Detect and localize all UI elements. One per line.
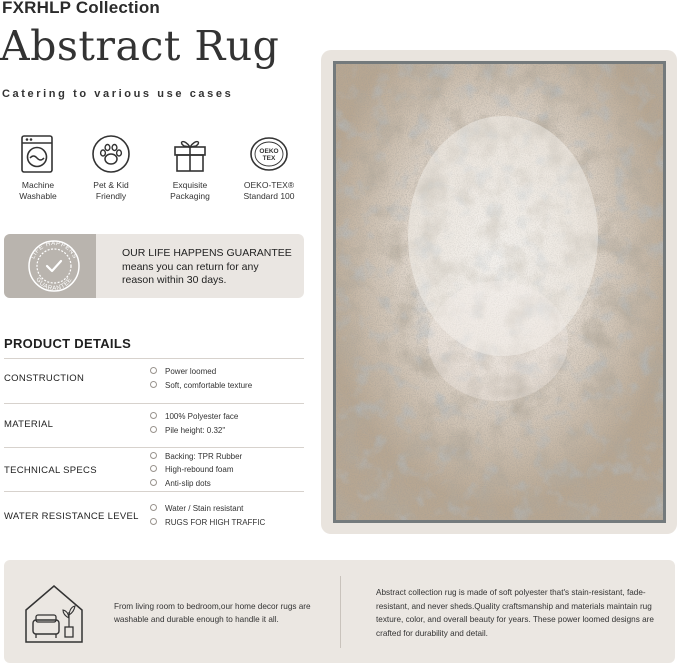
bottom-right-text: Abstract collection rug is made of soft polyester that's stain-resistant, fade-resistant, and never sheds.Quality craftsmanship and materials maintain rug texture, color, and overall beauty for years. These power loomed designs are crafted for durability and detail. (376, 588, 654, 638)
detail-label: TECHNICAL SPECS (4, 465, 97, 476)
bullet-icon (150, 426, 157, 433)
feature-label: Pet & Kid Friendly (93, 180, 129, 201)
bullet-icon (150, 381, 157, 388)
bottom-left-text: From living room to bedroom,our home decor rugs are washable and durable enough to handle it all. (114, 602, 311, 624)
divider (340, 576, 341, 648)
bullet-icon (150, 504, 157, 511)
svg-text:GUARANTEE (34, 276, 73, 292)
guarantee-seal (4, 234, 96, 298)
detail-item: Pile height: 0.32" (150, 426, 225, 435)
detail-item: Soft, comfortable texture (150, 381, 252, 390)
detail-row-construction (4, 359, 304, 403)
detail-item: Water / Stain resistant (150, 504, 243, 513)
detail-label: MATERIAL (4, 419, 54, 430)
tagline: Catering to various use cases (2, 88, 234, 100)
detail-item: Backing: TPR Rubber (150, 452, 242, 461)
feature-label: Machine Washable (19, 180, 57, 201)
bullet-icon (150, 367, 157, 374)
detail-item: Anti-slip dots (150, 479, 211, 488)
feature-label: OEKO-TEX® Standard 100 (243, 180, 295, 201)
product-title: Abstract Rug (0, 22, 280, 70)
bullet-icon (150, 412, 157, 419)
detail-row-water-resistance (4, 492, 304, 534)
oeko-tex-icon (249, 134, 289, 174)
svg-text:LIFE HAPPENS (30, 240, 79, 260)
detail-item: RUGS FOR HIGH TRAFFIC (150, 518, 265, 527)
detail-item: 100% Polyester face (150, 412, 238, 421)
guarantee-description: means you can return for any reason within 30 days. (122, 261, 259, 286)
detail-item: Power loomed (150, 367, 216, 376)
svg-text:OEKO: OEKO (259, 148, 279, 155)
seal-text-bottom: GUARANTEE (34, 276, 74, 293)
feature-machine-washable (0, 134, 76, 202)
feature-oeko-tex (231, 134, 307, 202)
guarantee-heading: OUR LIFE HAPPENS GUARANTEE (122, 247, 292, 259)
bottom-banner (4, 560, 675, 663)
guarantee-panel (4, 234, 304, 298)
feature-exquisite-packaging (152, 134, 228, 202)
detail-row-technical-specs (4, 448, 304, 491)
svg-text:TEX: TEX (262, 155, 276, 162)
gift-box-icon (170, 134, 210, 174)
detail-label: CONSTRUCTION (4, 373, 85, 384)
detail-row-material (4, 404, 304, 447)
bullet-icon (150, 452, 157, 459)
rug-image (333, 61, 666, 523)
brand-name: FXRHLP Collection (2, 0, 160, 17)
paw-icon (91, 134, 131, 174)
feature-pet-kid-friendly (73, 134, 149, 202)
guarantee-badge-icon (4, 234, 96, 298)
washing-machine-icon (18, 134, 58, 174)
bullet-icon (150, 479, 157, 486)
bullet-icon (150, 518, 157, 525)
detail-label: WATER RESISTANCE LEVEL (4, 511, 139, 522)
rug-image-frame (321, 50, 677, 534)
detail-item: High-rebound foam (150, 465, 233, 474)
bullet-icon (150, 465, 157, 472)
product-details-title: PRODUCT DETAILS (4, 336, 132, 351)
feature-label: Exquisite Packaging (170, 180, 210, 201)
seal-text-top: LIFE HAPPENS (29, 239, 79, 260)
home-decor-icon (22, 582, 86, 646)
